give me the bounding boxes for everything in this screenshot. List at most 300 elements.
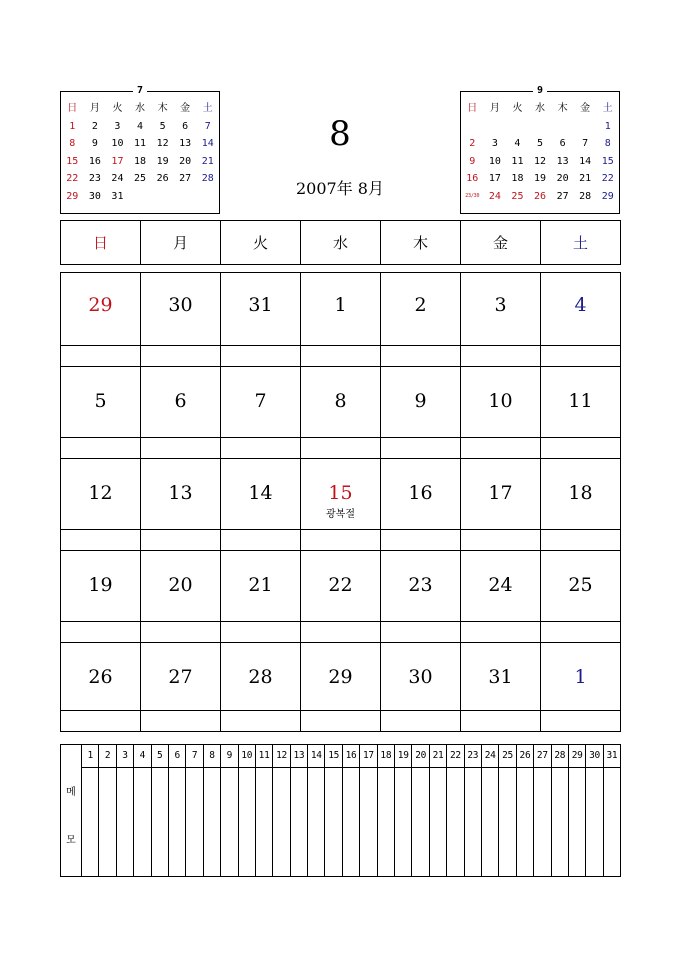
month-number: 8: [329, 114, 351, 154]
day-cell-strip: [141, 437, 220, 458]
day-cell-strip: [541, 345, 620, 366]
memo-day-number: 30: [586, 745, 602, 768]
day-cell-main: [141, 367, 220, 437]
mini-day: 4: [514, 138, 521, 150]
day-number: 29: [328, 666, 353, 688]
day-cell-strip: [301, 437, 380, 458]
memo-day-number: 22: [447, 745, 463, 768]
mini-week-row: [461, 118, 619, 136]
day-cell-strip: [301, 345, 380, 366]
mini-day: 10: [488, 155, 501, 167]
memo-day-entry[interactable]: [273, 768, 289, 876]
mini-day: 1: [69, 120, 76, 132]
memo-day-number: 31: [604, 745, 620, 768]
day-cell-main: [61, 643, 140, 710]
day-number: 6: [174, 390, 187, 412]
day-cell: [460, 643, 540, 731]
mini-day: 19: [156, 155, 169, 167]
calendar-grid: [60, 272, 621, 732]
day-number: 31: [488, 666, 513, 688]
memo-day-number: 16: [343, 745, 359, 768]
day-cell-strip: [541, 437, 620, 458]
day-cell: [61, 459, 140, 550]
day-cell-strip: [541, 621, 620, 642]
memo-day-number: 24: [482, 745, 498, 768]
mini-day: 9: [91, 138, 98, 150]
mini-weekday-label: 木: [157, 103, 168, 115]
memo-day-entry[interactable]: [395, 768, 411, 876]
mini-day: 29: [601, 190, 614, 202]
day-cell-strip: [461, 621, 540, 642]
memo-day-number: 12: [273, 745, 289, 768]
memo-day-column: [116, 745, 133, 876]
memo-day-entry[interactable]: [586, 768, 602, 876]
mini-weekday-label: 土: [602, 103, 613, 115]
memo-day-number: 8: [204, 745, 220, 768]
mini-day: 22: [601, 173, 614, 185]
memo-day-column: [133, 745, 150, 876]
memo-day-entry[interactable]: [117, 768, 133, 876]
memo-day-number: 5: [152, 745, 168, 768]
day-cell-strip: [61, 621, 140, 642]
day-cell: [540, 367, 620, 458]
mini-day: 6: [559, 138, 566, 150]
calendar-week-row: [61, 366, 620, 458]
day-cell: [140, 367, 220, 458]
calendar-week-row: [61, 550, 620, 642]
memo-day-number: 20: [412, 745, 428, 768]
day-cell-main: [221, 273, 300, 345]
day-cell-strip: [61, 710, 140, 731]
mini-calendar-next-title: 9: [533, 85, 547, 96]
memo-day-number: 26: [517, 745, 533, 768]
mini-calendar-prev-title: 7: [133, 85, 147, 96]
day-cell: [300, 643, 380, 731]
mini-day: 2: [469, 138, 476, 150]
mini-day: 2: [91, 120, 98, 132]
memo-label-char-2: 모: [66, 835, 76, 846]
mini-day: 19: [534, 173, 547, 185]
day-cell-main: [141, 273, 220, 345]
day-cell-strip: [141, 529, 220, 550]
weekday-label: 水: [300, 221, 380, 264]
day-number: 3: [494, 294, 507, 316]
day-number: 19: [88, 574, 113, 596]
day-number: 13: [168, 482, 193, 504]
day-number: 1: [574, 666, 587, 688]
memo-day-number: 1: [82, 745, 98, 768]
memo-day-column: [551, 745, 568, 876]
memo-day-column: [394, 745, 411, 876]
memo-day-column: [603, 745, 620, 876]
day-cell: [220, 551, 300, 642]
day-number: 4: [574, 294, 587, 316]
day-cell-main: [301, 367, 380, 437]
memo-day-number: 7: [186, 745, 202, 768]
day-cell: [300, 551, 380, 642]
mini-day: 18: [511, 173, 524, 185]
calendar-week-row: [61, 458, 620, 550]
mini-week-row: [61, 135, 219, 153]
memo-day-number: 13: [291, 745, 307, 768]
mini-weekday-label: 日: [67, 103, 78, 115]
weekday-label: 木: [380, 221, 460, 264]
mini-weekday-row: [461, 100, 619, 118]
day-cell: [540, 459, 620, 550]
day-cell-strip: [301, 710, 380, 731]
memo-day-column: [498, 745, 515, 876]
memo-day-column: [272, 745, 289, 876]
day-cell-main: [301, 551, 380, 621]
day-number: 30: [408, 666, 433, 688]
memo-day-entry[interactable]: [360, 768, 376, 876]
memo-day-entry[interactable]: [552, 768, 568, 876]
day-cell: [61, 551, 140, 642]
day-number: 10: [488, 390, 513, 412]
day-number: 15: [328, 482, 353, 504]
memo-day-entry[interactable]: [378, 768, 394, 876]
memo-day-entry[interactable]: [465, 768, 481, 876]
mini-week-row: [461, 153, 619, 171]
holiday-label: 광복절: [326, 509, 355, 520]
memo-day-entry[interactable]: [569, 768, 585, 876]
mini-day: 3: [114, 120, 121, 132]
mini-day: 12: [534, 155, 547, 167]
mini-day: 13: [556, 155, 569, 167]
day-cell-strip: [221, 621, 300, 642]
memo-day-entry[interactable]: [256, 768, 272, 876]
memo-day-column: [359, 745, 376, 876]
day-cell-main: [541, 273, 620, 345]
memo-day-entry[interactable]: [291, 768, 307, 876]
mini-week-row: [461, 188, 619, 206]
calendar-week-row: [61, 273, 620, 366]
mini-weekday-label: 土: [202, 103, 213, 115]
day-cell: [140, 459, 220, 550]
memo-day-number: 6: [169, 745, 185, 768]
day-number: 16: [408, 482, 433, 504]
day-cell: [300, 367, 380, 458]
day-cell-main: [381, 551, 460, 621]
memo-day-number: 15: [325, 745, 341, 768]
day-cell-main: [381, 367, 460, 437]
memo-day-column: [324, 745, 341, 876]
memo-day-entry[interactable]: [517, 768, 533, 876]
memo-day-column: [238, 745, 255, 876]
memo-day-column: [585, 745, 602, 876]
mini-day: 26: [156, 173, 169, 185]
day-cell-strip: [381, 621, 460, 642]
mini-day: 14: [201, 138, 214, 150]
day-cell: [460, 367, 540, 458]
memo-day-entry[interactable]: [204, 768, 220, 876]
memo-day-column: [429, 745, 446, 876]
day-number: 24: [488, 574, 513, 596]
mini-weekday-label: 金: [580, 103, 591, 115]
memo-day-number: 3: [117, 745, 133, 768]
day-cell: [380, 643, 460, 731]
day-cell-main: [221, 367, 300, 437]
memo-day-column: [516, 745, 533, 876]
day-number: 29: [88, 294, 113, 316]
day-cell-main: [301, 273, 380, 345]
memo-day-number: 9: [221, 745, 237, 768]
day-cell-main: [461, 273, 540, 345]
memo-day-entry[interactable]: [482, 768, 498, 876]
mini-weekday-label: 月: [89, 103, 100, 115]
memo-day-entry[interactable]: [239, 768, 255, 876]
memo-day-entry[interactable]: [134, 768, 150, 876]
memo-day-entry[interactable]: [499, 768, 515, 876]
memo-day-column: [411, 745, 428, 876]
mini-day: 22: [66, 173, 79, 185]
mini-calendar-next: [460, 85, 620, 214]
day-cell-strip: [381, 345, 460, 366]
memo-day-column: [255, 745, 272, 876]
day-cell-main: [541, 551, 620, 621]
mini-day: 31: [111, 190, 124, 202]
mini-weekday-label: 日: [467, 103, 478, 115]
day-cell-strip: [61, 437, 140, 458]
day-number: 31: [248, 294, 273, 316]
mini-day: 7: [582, 138, 589, 150]
mini-day: 16: [88, 155, 101, 167]
day-number: 1: [334, 294, 347, 316]
memo-day-entry[interactable]: [221, 768, 237, 876]
day-number: 21: [248, 574, 273, 596]
mini-day: 6: [182, 120, 189, 132]
day-cell-strip: [461, 437, 540, 458]
mini-day: 16: [466, 173, 479, 185]
weekday-label: 土: [540, 221, 620, 264]
day-number: 5: [94, 390, 107, 412]
memo-day-entry[interactable]: [82, 768, 98, 876]
memo-day-number: 17: [360, 745, 376, 768]
day-cell-main: [461, 367, 540, 437]
mini-weekday-row: [61, 100, 219, 118]
day-cell-strip: [221, 710, 300, 731]
day-cell-strip: [301, 621, 380, 642]
memo-day-column: [377, 745, 394, 876]
day-number: 14: [248, 482, 273, 504]
day-number: 27: [168, 666, 193, 688]
day-cell-strip: [221, 345, 300, 366]
memo-day-number: 23: [465, 745, 481, 768]
mini-week-row: [461, 135, 619, 153]
memo-label-char-1: 메: [66, 787, 76, 798]
mini-week-row: [61, 153, 219, 171]
day-cell: [140, 551, 220, 642]
day-cell-main: [221, 551, 300, 621]
day-cell: [61, 643, 140, 731]
day-cell-main: [301, 459, 380, 529]
memo-day-entry[interactable]: [447, 768, 463, 876]
mini-day: 12: [156, 138, 169, 150]
mini-day: 8: [604, 138, 611, 150]
memo-day-entry[interactable]: [343, 768, 359, 876]
day-cell-strip: [461, 710, 540, 731]
mini-day: 17: [488, 173, 501, 185]
day-cell-strip: [541, 529, 620, 550]
mini-day: 10: [111, 138, 124, 150]
day-cell-main: [221, 643, 300, 710]
memo-day-number: 19: [395, 745, 411, 768]
mini-day: 15: [601, 155, 614, 167]
memo-day-entry[interactable]: [308, 768, 324, 876]
mini-day: 18: [134, 155, 147, 167]
memo-day-entry[interactable]: [412, 768, 428, 876]
memo-day-column: [203, 745, 220, 876]
mini-day: 13: [179, 138, 192, 150]
day-number: 2: [414, 294, 427, 316]
day-cell-strip: [141, 621, 220, 642]
day-cell-main: [461, 551, 540, 621]
memo-day-number: 2: [99, 745, 115, 768]
day-cell-main: [541, 643, 620, 710]
day-cell-main: [61, 551, 140, 621]
day-cell-main: [61, 367, 140, 437]
memo-day-number: 4: [134, 745, 150, 768]
memo-day-entry[interactable]: [534, 768, 550, 876]
mini-day: 30: [88, 190, 101, 202]
mini-day: 7: [204, 120, 211, 132]
day-cell-strip: [461, 529, 540, 550]
day-number: 9: [414, 390, 427, 412]
day-number: 25: [568, 574, 593, 596]
mini-day: 5: [159, 120, 166, 132]
mini-week-row: [61, 170, 219, 188]
memo-day-column: [446, 745, 463, 876]
memo-day-column: [290, 745, 307, 876]
day-cell-strip: [141, 345, 220, 366]
day-number: 28: [248, 666, 273, 688]
mini-weekday-label: 水: [535, 103, 546, 115]
mini-day: 20: [556, 173, 569, 185]
memo-day-column: [168, 745, 185, 876]
mini-day: 24: [488, 190, 501, 202]
day-cell-main: [221, 459, 300, 529]
day-number: 26: [88, 666, 113, 688]
memo-day-number: 11: [256, 745, 272, 768]
memo-day-entry[interactable]: [152, 768, 168, 876]
day-cell-strip: [301, 529, 380, 550]
memo-day-number: 14: [308, 745, 324, 768]
day-cell: [460, 551, 540, 642]
day-cell-main: [381, 643, 460, 710]
mini-day: 23/30: [465, 192, 480, 199]
memo-columns: [82, 745, 620, 876]
weekday-label: 金: [460, 221, 540, 264]
day-cell: [380, 551, 460, 642]
day-cell-strip: [221, 529, 300, 550]
memo-day-column: [533, 745, 550, 876]
day-cell-strip: [541, 710, 620, 731]
mini-day: 4: [137, 120, 144, 132]
day-cell-main: [541, 367, 620, 437]
day-cell-strip: [381, 710, 460, 731]
memo-day-entry[interactable]: [604, 768, 620, 876]
day-number: 11: [568, 390, 593, 412]
mini-day: 1: [604, 120, 611, 132]
day-cell-main: [141, 551, 220, 621]
memo-day-number: 18: [378, 745, 394, 768]
memo-label: [61, 745, 82, 876]
mini-day: 20: [179, 155, 192, 167]
day-cell-main: [61, 459, 140, 529]
mini-day: 27: [556, 190, 569, 202]
memo-day-column: [307, 745, 324, 876]
memo-day-number: 27: [534, 745, 550, 768]
day-cell-main: [141, 643, 220, 710]
calendar-week-row: [61, 642, 620, 731]
memo-day-entry[interactable]: [186, 768, 202, 876]
mini-day: 11: [134, 138, 147, 150]
day-number: 8: [334, 390, 347, 412]
mini-day: 8: [69, 138, 76, 150]
mini-day: 3: [491, 138, 498, 150]
mini-week-row: [61, 188, 219, 206]
day-cell: [220, 643, 300, 731]
memo-day-entry[interactable]: [325, 768, 341, 876]
day-cell-main: [461, 459, 540, 529]
weekday-label: 月: [140, 221, 220, 264]
day-number: 20: [168, 574, 193, 596]
day-cell-main: [461, 643, 540, 710]
day-number: 30: [168, 294, 193, 316]
year-month-label: 2007年 8月: [296, 179, 384, 198]
day-number: 22: [328, 574, 353, 596]
day-cell-strip: [381, 529, 460, 550]
memo-day-entry[interactable]: [430, 768, 446, 876]
memo-day-column: [481, 745, 498, 876]
day-cell: [220, 367, 300, 458]
day-number: 12: [88, 482, 113, 504]
mini-day: 25: [511, 190, 524, 202]
memo-day-number: 28: [552, 745, 568, 768]
day-cell: [380, 459, 460, 550]
memo-day-column: [98, 745, 115, 876]
day-cell: [140, 273, 220, 366]
day-number: 7: [254, 390, 267, 412]
day-cell: [380, 273, 460, 366]
mini-day: 17: [111, 155, 124, 167]
mini-day: 14: [579, 155, 592, 167]
day-cell: [540, 273, 620, 366]
mini-weekday-label: 木: [557, 103, 568, 115]
day-cell: [220, 459, 300, 550]
memo-day-column: [82, 745, 98, 876]
memo-day-entry[interactable]: [99, 768, 115, 876]
weekday-label: 火: [220, 221, 300, 264]
memo-day-column: [185, 745, 202, 876]
memo-day-column: [220, 745, 237, 876]
day-cell-main: [301, 643, 380, 710]
day-cell-strip: [221, 437, 300, 458]
day-cell: [300, 273, 380, 366]
day-cell-main: [141, 459, 220, 529]
memo-day-column: [568, 745, 585, 876]
day-number: 17: [488, 482, 513, 504]
memo-day-entry[interactable]: [169, 768, 185, 876]
day-cell: [380, 367, 460, 458]
day-cell-strip: [61, 345, 140, 366]
day-cell-main: [61, 273, 140, 345]
mini-calendar-prev: [60, 85, 220, 214]
memo-day-number: 10: [239, 745, 255, 768]
mini-day: 24: [111, 173, 124, 185]
mini-week-row: [61, 118, 219, 136]
day-cell: [61, 367, 140, 458]
